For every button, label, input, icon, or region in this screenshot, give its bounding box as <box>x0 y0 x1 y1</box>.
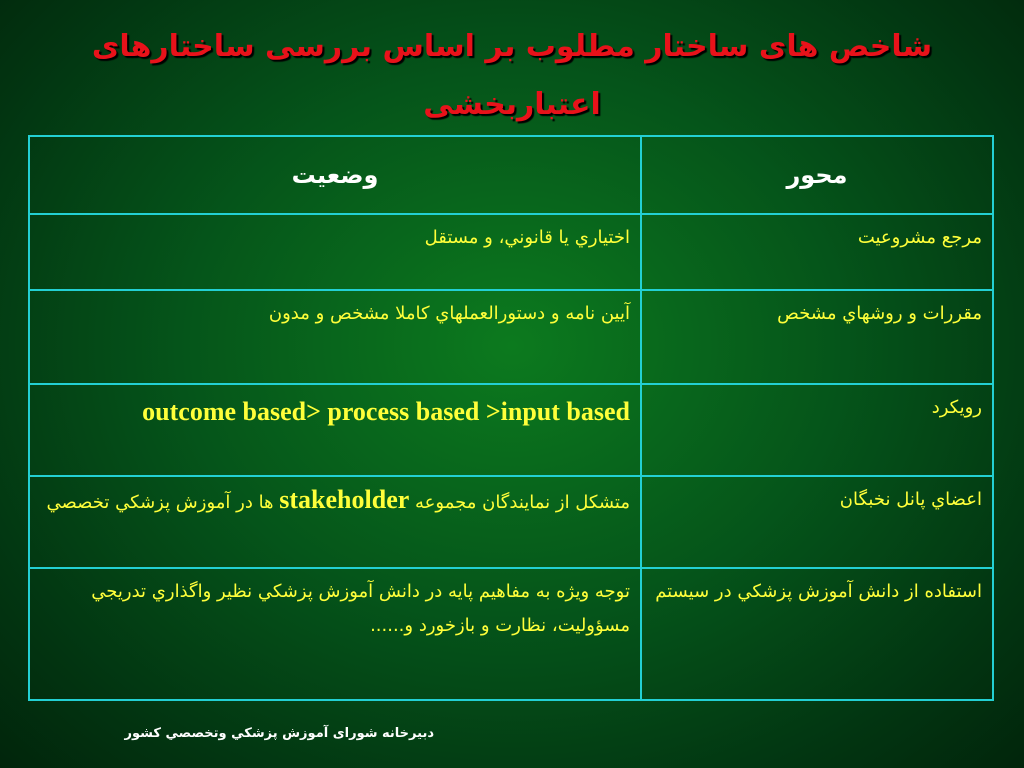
row-status-panel <box>29 476 641 568</box>
row-status-approach: outcome based> process based >input based <box>142 397 630 426</box>
table-row <box>29 214 993 290</box>
table-row <box>29 384 993 476</box>
row-status-approach-cell <box>29 384 641 476</box>
row-axis-legitimacy: مرجع مشروعيت <box>641 214 993 290</box>
row-axis-approach: رويكرد <box>641 384 993 476</box>
row-axis-panel: اعضاي پانل نخبگان <box>641 476 993 568</box>
table-row <box>29 476 993 568</box>
title-line-2: اعتباربخشی <box>423 87 601 122</box>
row-status-legitimacy: اختياري يا قانوني، و مستقل <box>29 214 641 290</box>
table-header-row <box>29 136 993 214</box>
row-status-panel-latin: stakeholder <box>279 485 410 514</box>
row-axis-regulations: مقررات و روشهاي مشخص <box>641 290 993 384</box>
row-status-regulations: آيين نامه و دستورالعملهاي كاملا مشخص و مدون <box>29 290 641 384</box>
slide-title <box>60 18 964 134</box>
footer-secretariat: دبيرخانه شورای آموزش پزشكي وتخصصي كشور <box>124 726 434 741</box>
table-row <box>29 290 993 384</box>
table-row <box>29 568 993 700</box>
row-status-panel-text2: ها در آموزش پزشكي تخصصي <box>46 492 274 513</box>
row-axis-knowledge: استفاده از دانش آموزش پزشكي در سيستم <box>641 568 993 700</box>
header-axis: محور <box>641 136 993 214</box>
header-status: وضعيت <box>29 136 641 214</box>
title-line-1: شاخص های ساختار مطلوب بر اساس بررسی ساختارهای <box>91 29 933 64</box>
row-status-panel-text1: متشكل از نمايندگان مجموعه <box>415 492 630 513</box>
criteria-table <box>28 135 994 701</box>
row-status-knowledge: توجه ويژه به مفاهيم پايه در دانش آموزش پزشكي نظير واگذاري تدريجي مسؤوليت، نظارت و بازخورد و...... <box>29 568 641 700</box>
